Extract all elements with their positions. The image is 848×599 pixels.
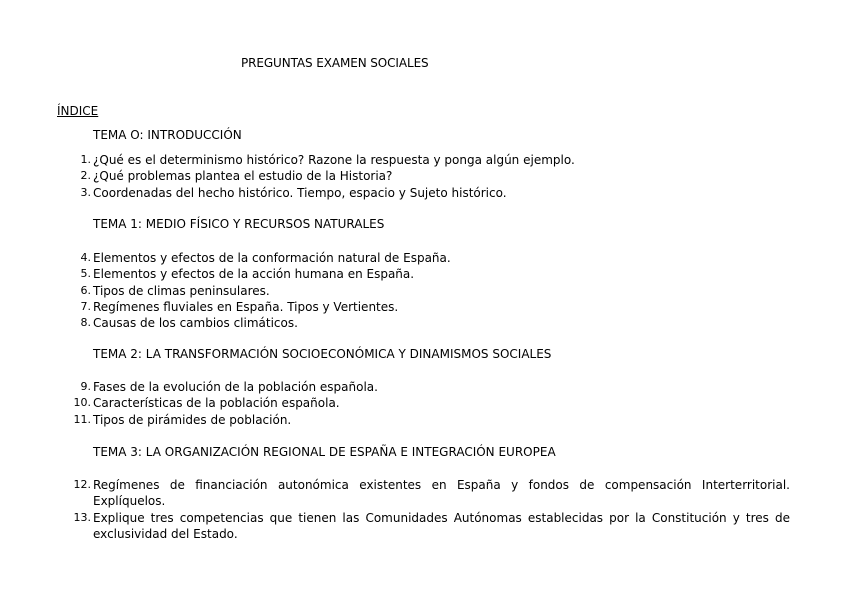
- question-list-tema-2: [0, 379, 848, 428]
- question-number: 4.: [80, 251, 91, 264]
- list-item: [0, 266, 848, 282]
- question-text: ¿Qué problemas plantea el estudio de la Historia?: [93, 169, 393, 184]
- question-number: 1.: [80, 153, 91, 166]
- list-item: [0, 395, 848, 411]
- question-number: 8.: [80, 316, 91, 330]
- page-title: PREGUNTAS EXAMEN SOCIALES: [241, 56, 429, 70]
- list-item: [0, 510, 848, 543]
- question-list-tema-0: [0, 152, 848, 201]
- question-number: 6.: [80, 283, 91, 297]
- question-list-tema-3: [0, 477, 848, 542]
- index-heading: ÍNDICE: [57, 104, 99, 118]
- question-number: 3.: [80, 185, 91, 199]
- question-number: 10.: [73, 396, 91, 410]
- question-number: 5.: [80, 267, 91, 281]
- question-text: Regímenes de financiación autonómica existentes en España y fondos de compensación Interterritorial. Explíquelos.: [93, 478, 790, 509]
- question-text: ¿Qué es el determinismo histórico? Razone la respuesta y ponga algún ejemplo.: [93, 153, 575, 167]
- question-number: 13.: [73, 510, 91, 524]
- list-item: [0, 299, 848, 315]
- list-item: [0, 315, 848, 331]
- section-title-tema-1: TEMA 1: MEDIO FÍSICO Y RECURSOS NATURALES: [93, 217, 385, 231]
- question-list-tema-1: [0, 250, 848, 331]
- list-item: [0, 379, 848, 395]
- section-title-tema-2: TEMA 2: LA TRANSFORMACIÓN SOCIOECONÓMICA Y DINAMISMOS SOCIALES: [93, 347, 552, 361]
- list-item: [0, 250, 848, 266]
- question-text: Tipos de pirámides de población.: [93, 412, 292, 427]
- question-text: Fases de la evolución de la población española.: [93, 380, 378, 394]
- question-text: Elementos y efectos de la acción humana en España.: [93, 267, 415, 282]
- question-number: 7.: [80, 299, 91, 313]
- question-text: Coordenadas del hecho histórico. Tiempo, espacio y Sujeto histórico.: [93, 185, 507, 200]
- section-title-tema-3: TEMA 3: LA ORGANIZACIÓN REGIONAL DE ESPAÑA E INTEGRACIÓN EUROPEA: [93, 445, 556, 459]
- list-item: [0, 168, 848, 184]
- list-item: [0, 412, 848, 428]
- list-item: [0, 283, 848, 299]
- question-text: Tipos de climas peninsulares.: [93, 283, 270, 298]
- list-item: [0, 477, 848, 510]
- question-number: 11.: [73, 412, 91, 426]
- question-text: Causas de los cambios climáticos.: [93, 316, 298, 331]
- list-item: [0, 185, 848, 201]
- question-text: Explique tres competencias que tienen las Comunidades Autónomas establecidas por la Constitución y tres de exclusividad del Estado.: [93, 510, 790, 541]
- question-number: 12.: [73, 478, 91, 491]
- section-title-tema-0: TEMA O: INTRODUCCIÓN: [93, 128, 242, 142]
- question-text: Características de la población española.: [93, 396, 340, 411]
- question-text: Regímenes fluviales en España. Tipos y Vertientes.: [93, 299, 399, 314]
- question-number: 9.: [80, 380, 91, 393]
- question-text: Elementos y efectos de la conformación natural de España.: [93, 251, 451, 265]
- list-item: [0, 152, 848, 168]
- question-number: 2.: [80, 169, 91, 183]
